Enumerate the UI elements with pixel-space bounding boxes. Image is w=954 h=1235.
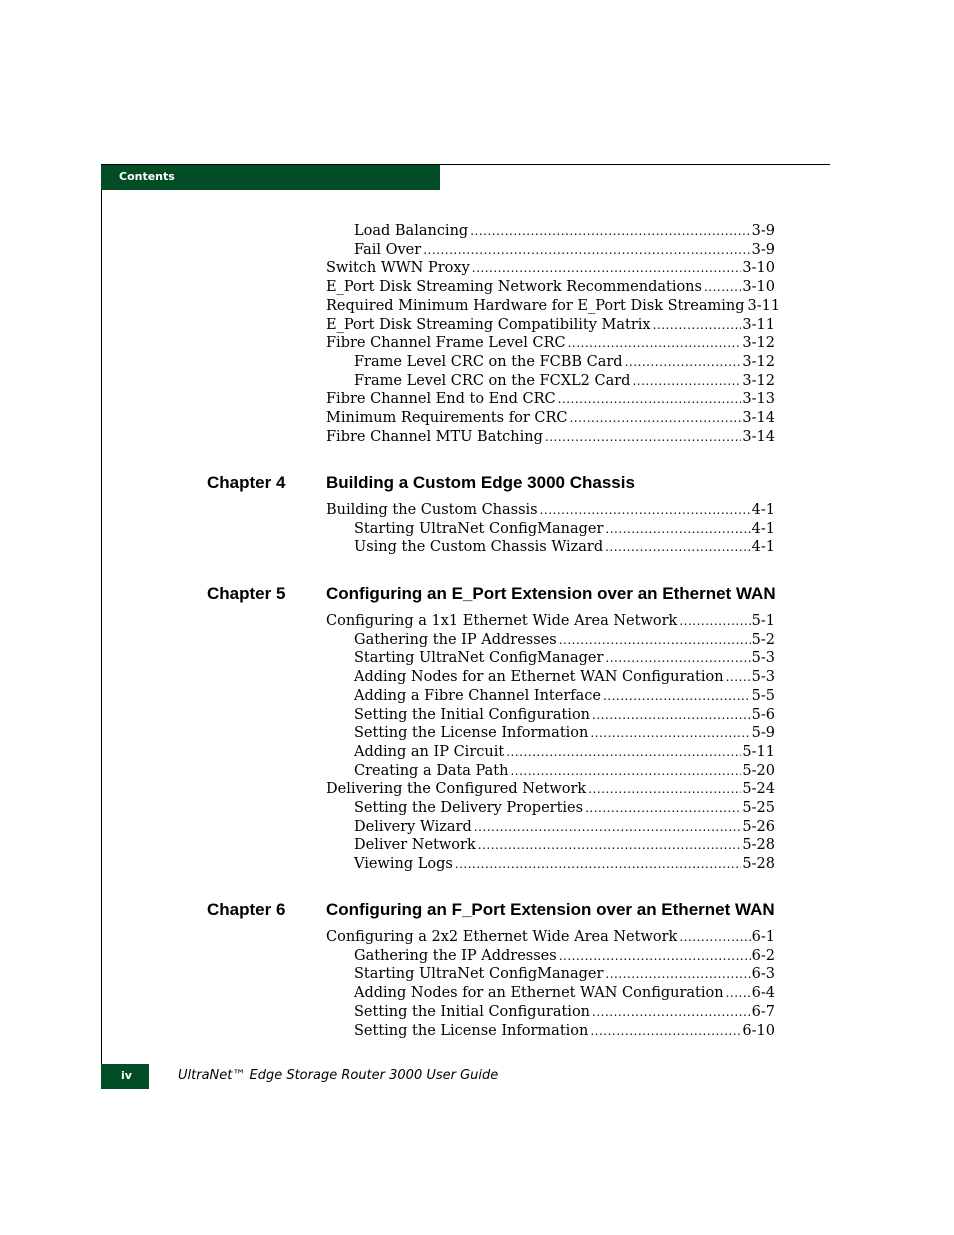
- toc-entry-title: Delivering the Configured Network: [326, 781, 587, 798]
- dot-leader: [478, 836, 742, 855]
- toc-entry-title: Required Minimum Hardware for E_Port Disk Streaming: [326, 297, 745, 314]
- toc-entry-title: Setting the License Information: [354, 1022, 589, 1039]
- toc-entry-title: Load Balancing: [354, 223, 469, 239]
- toc-entry-page: 3-10: [742, 279, 775, 296]
- dot-leader: [568, 334, 742, 353]
- toc-entry-page: 6-10: [742, 1022, 775, 1039]
- toc-entry-title: Minimum Requirements for CRC: [326, 410, 568, 426]
- dot-leader: [605, 538, 751, 557]
- toc-entry[interactable]: [326, 409, 775, 428]
- toc-entry-page: 5-3: [751, 650, 775, 667]
- chapter-label: Chapter 5: [207, 584, 286, 603]
- toc-entry-page: 6-2: [751, 947, 775, 964]
- chapter-title[interactable]: Configuring an F_Port Extension over an Ethernet WAN: [326, 900, 775, 919]
- dot-leader: [592, 706, 751, 725]
- toc-entry[interactable]: [354, 799, 775, 818]
- toc-entry-page: 5-28: [742, 856, 775, 873]
- dot-leader: [510, 762, 741, 781]
- dot-leader: [474, 818, 742, 837]
- toc-entry-page: 3-9: [751, 241, 775, 258]
- toc-entry-page: 4-1: [751, 520, 775, 537]
- dot-leader: [558, 390, 742, 409]
- toc-entry-title: Creating a Data Path: [354, 762, 509, 779]
- chapter-title[interactable]: Building a Custom Edge 3000 Chassis: [326, 473, 635, 492]
- toc-entry-title: E_Port Disk Streaming Compatibility Matrix: [326, 316, 651, 333]
- toc-entry[interactable]: [354, 222, 775, 241]
- toc-entry[interactable]: [326, 428, 775, 447]
- toc-entry-title: Fibre Channel MTU Batching: [326, 428, 543, 445]
- dot-leader: [605, 965, 750, 984]
- toc-entry[interactable]: [354, 687, 775, 706]
- toc-entry-title: Fibre Channel End to End CRC: [326, 391, 556, 408]
- toc-entry-title: Configuring a 2x2 Ethernet Wide Area Network: [326, 929, 678, 945]
- toc-entry-title: Adding an IP Circuit: [354, 743, 505, 760]
- toc-entry[interactable]: [326, 390, 775, 409]
- toc-entry-page: 6-4: [751, 985, 775, 1002]
- dot-leader: [603, 687, 751, 706]
- toc-entry-page: 5-11: [742, 743, 775, 760]
- toc-entry[interactable]: [354, 743, 775, 762]
- dot-leader: [540, 501, 751, 520]
- toc-entry[interactable]: [354, 538, 775, 557]
- dot-leader: [679, 612, 750, 631]
- toc-entry[interactable]: [354, 631, 775, 650]
- toc-entry-title: Starting UltraNet ConfigManager: [354, 650, 604, 667]
- dot-leader: [592, 1003, 751, 1022]
- toc-entry[interactable]: [354, 984, 775, 1003]
- toc-entry-page: 3-9: [751, 223, 775, 239]
- toc-entry-title: Configuring a 1x1 Ethernet Wide Area Network: [326, 613, 678, 629]
- toc-entry[interactable]: [354, 1003, 775, 1022]
- toc-entry[interactable]: [354, 855, 775, 874]
- toc-entry-page: 5-24: [742, 781, 775, 798]
- toc-entry[interactable]: [354, 818, 775, 837]
- toc-entry[interactable]: [354, 762, 775, 781]
- dot-leader: [559, 947, 751, 966]
- toc-entry-title: Fail Over: [354, 241, 422, 258]
- toc-entry-page: 5-1: [751, 613, 775, 629]
- toc-entry-page: 5-9: [751, 725, 775, 742]
- toc-entry[interactable]: [354, 836, 775, 855]
- toc-entry-page: 5-3: [751, 669, 775, 686]
- toc-entry-page: 5-28: [742, 837, 775, 854]
- dot-leader: [632, 372, 741, 391]
- dot-leader: [605, 649, 750, 668]
- toc-entry-title: Setting the Delivery Properties: [354, 800, 584, 816]
- dot-leader: [472, 259, 742, 278]
- toc-entry-title: Gathering the IP Addresses: [354, 631, 557, 648]
- dot-leader: [588, 780, 741, 799]
- toc-entry-title: Viewing Logs: [354, 856, 453, 873]
- dot-leader: [569, 409, 741, 428]
- dot-leader: [605, 520, 750, 539]
- toc-entry[interactable]: [326, 316, 775, 335]
- toc-entry-title: E_Port Disk Streaming Network Recommendations: [326, 279, 702, 296]
- toc-entry-page: 3-10: [742, 260, 775, 277]
- toc-entry-page: 5-5: [751, 687, 775, 704]
- toc-entry-title: Delivery Wizard: [354, 818, 472, 835]
- toc-entry-title: Fibre Channel Frame Level CRC: [326, 335, 566, 352]
- toc-entry[interactable]: [354, 649, 775, 668]
- toc-entry-title: Starting UltraNet ConfigManager: [354, 966, 604, 983]
- toc-entry[interactable]: [354, 241, 775, 260]
- toc-entry[interactable]: [326, 612, 775, 631]
- toc-entry[interactable]: [326, 259, 775, 278]
- toc-entry-page: 3-11: [747, 297, 781, 314]
- toc-entry-page: 3-14: [742, 428, 775, 445]
- toc-entry-title: Setting the License Information: [354, 725, 589, 742]
- toc-entry-title: Setting the Initial Configuration: [354, 706, 591, 723]
- toc-entry[interactable]: [326, 297, 781, 316]
- toc-entry-title: Starting UltraNet ConfigManager: [354, 520, 604, 537]
- toc-entry-page: 6-1: [751, 929, 775, 945]
- toc-entry-page: 3-12: [742, 335, 775, 352]
- chapter-label: Chapter 4: [207, 473, 286, 492]
- page-number: iv: [121, 1069, 132, 1082]
- dot-leader: [625, 353, 742, 372]
- toc-entry-title: Setting the Initial Configuration: [354, 1003, 591, 1020]
- toc-entry-page: 6-7: [751, 1003, 775, 1020]
- dot-leader: [726, 668, 751, 687]
- toc-entry-page: 3-13: [742, 391, 775, 408]
- toc-entry-title: Adding Nodes for an Ethernet WAN Configuration: [354, 985, 724, 1002]
- toc-entry[interactable]: [354, 353, 775, 372]
- toc-entry-title: Adding Nodes for an Ethernet WAN Configuration: [354, 669, 724, 686]
- dot-leader: [590, 1022, 741, 1041]
- toc-entry-title: Adding a Fibre Channel Interface: [354, 687, 601, 704]
- toc-entry-page: 4-1: [751, 539, 775, 556]
- book-title: UltraNet™ Edge Storage Router 3000 User Guide: [178, 1068, 499, 1083]
- toc-entry-title: Frame Level CRC on the FCBB Card: [354, 353, 623, 370]
- dot-leader: [585, 799, 741, 818]
- toc-entry[interactable]: [354, 706, 775, 725]
- toc-entry[interactable]: [354, 947, 775, 966]
- toc-entry[interactable]: [326, 780, 775, 799]
- toc-entry[interactable]: [354, 372, 775, 391]
- toc-entry-title: Gathering the IP Addresses: [354, 947, 557, 964]
- dot-leader: [423, 241, 750, 260]
- dot-leader: [726, 984, 751, 1003]
- toc-entry-page: 3-14: [742, 410, 775, 426]
- dot-leader: [506, 743, 741, 762]
- toc-entry[interactable]: [354, 668, 775, 687]
- dot-leader: [653, 316, 742, 335]
- chapter-title[interactable]: Configuring an E_Port Extension over an Ethernet WAN: [326, 584, 776, 603]
- toc-entry-page: 5-26: [742, 818, 775, 835]
- toc-entry-page: 3-12: [742, 372, 775, 389]
- toc-entry-page: 3-12: [742, 353, 775, 370]
- dot-leader: [590, 724, 750, 743]
- chapter-label: Chapter 6: [207, 900, 286, 919]
- toc-entry-page: 6-3: [751, 966, 775, 983]
- toc-entry[interactable]: [354, 1022, 775, 1041]
- section-label: Contents: [119, 170, 175, 183]
- toc-entry-page: 5-2: [751, 631, 775, 648]
- dot-leader: [545, 428, 742, 447]
- toc-entry-page: 3-11: [742, 316, 775, 333]
- toc-entry-page: 4-1: [751, 502, 775, 518]
- toc-entry-title: Building the Custom Chassis: [326, 502, 538, 518]
- toc-entry[interactable]: [326, 278, 775, 297]
- toc-entry[interactable]: [354, 724, 775, 743]
- toc-entry-page: 5-6: [751, 706, 775, 723]
- dot-leader: [455, 855, 742, 874]
- toc-entry-title: Switch WWN Proxy: [326, 260, 470, 277]
- toc-entry-page: 5-20: [742, 762, 775, 779]
- toc-entry-title: Using the Custom Chassis Wizard: [354, 539, 604, 556]
- toc-entry[interactable]: [354, 520, 775, 539]
- dot-leader: [559, 631, 751, 650]
- toc-entry[interactable]: [326, 928, 775, 947]
- dot-leader: [704, 278, 741, 297]
- dot-leader: [470, 222, 750, 241]
- toc-entry[interactable]: [354, 965, 775, 984]
- toc-entry-page: 5-25: [742, 800, 775, 816]
- toc-entry[interactable]: [326, 501, 775, 520]
- dot-leader: [679, 928, 750, 947]
- toc-entry-title: Deliver Network: [354, 837, 476, 854]
- toc-entry-title: Frame Level CRC on the FCXL2 Card: [354, 372, 631, 389]
- toc-entry[interactable]: [326, 334, 775, 353]
